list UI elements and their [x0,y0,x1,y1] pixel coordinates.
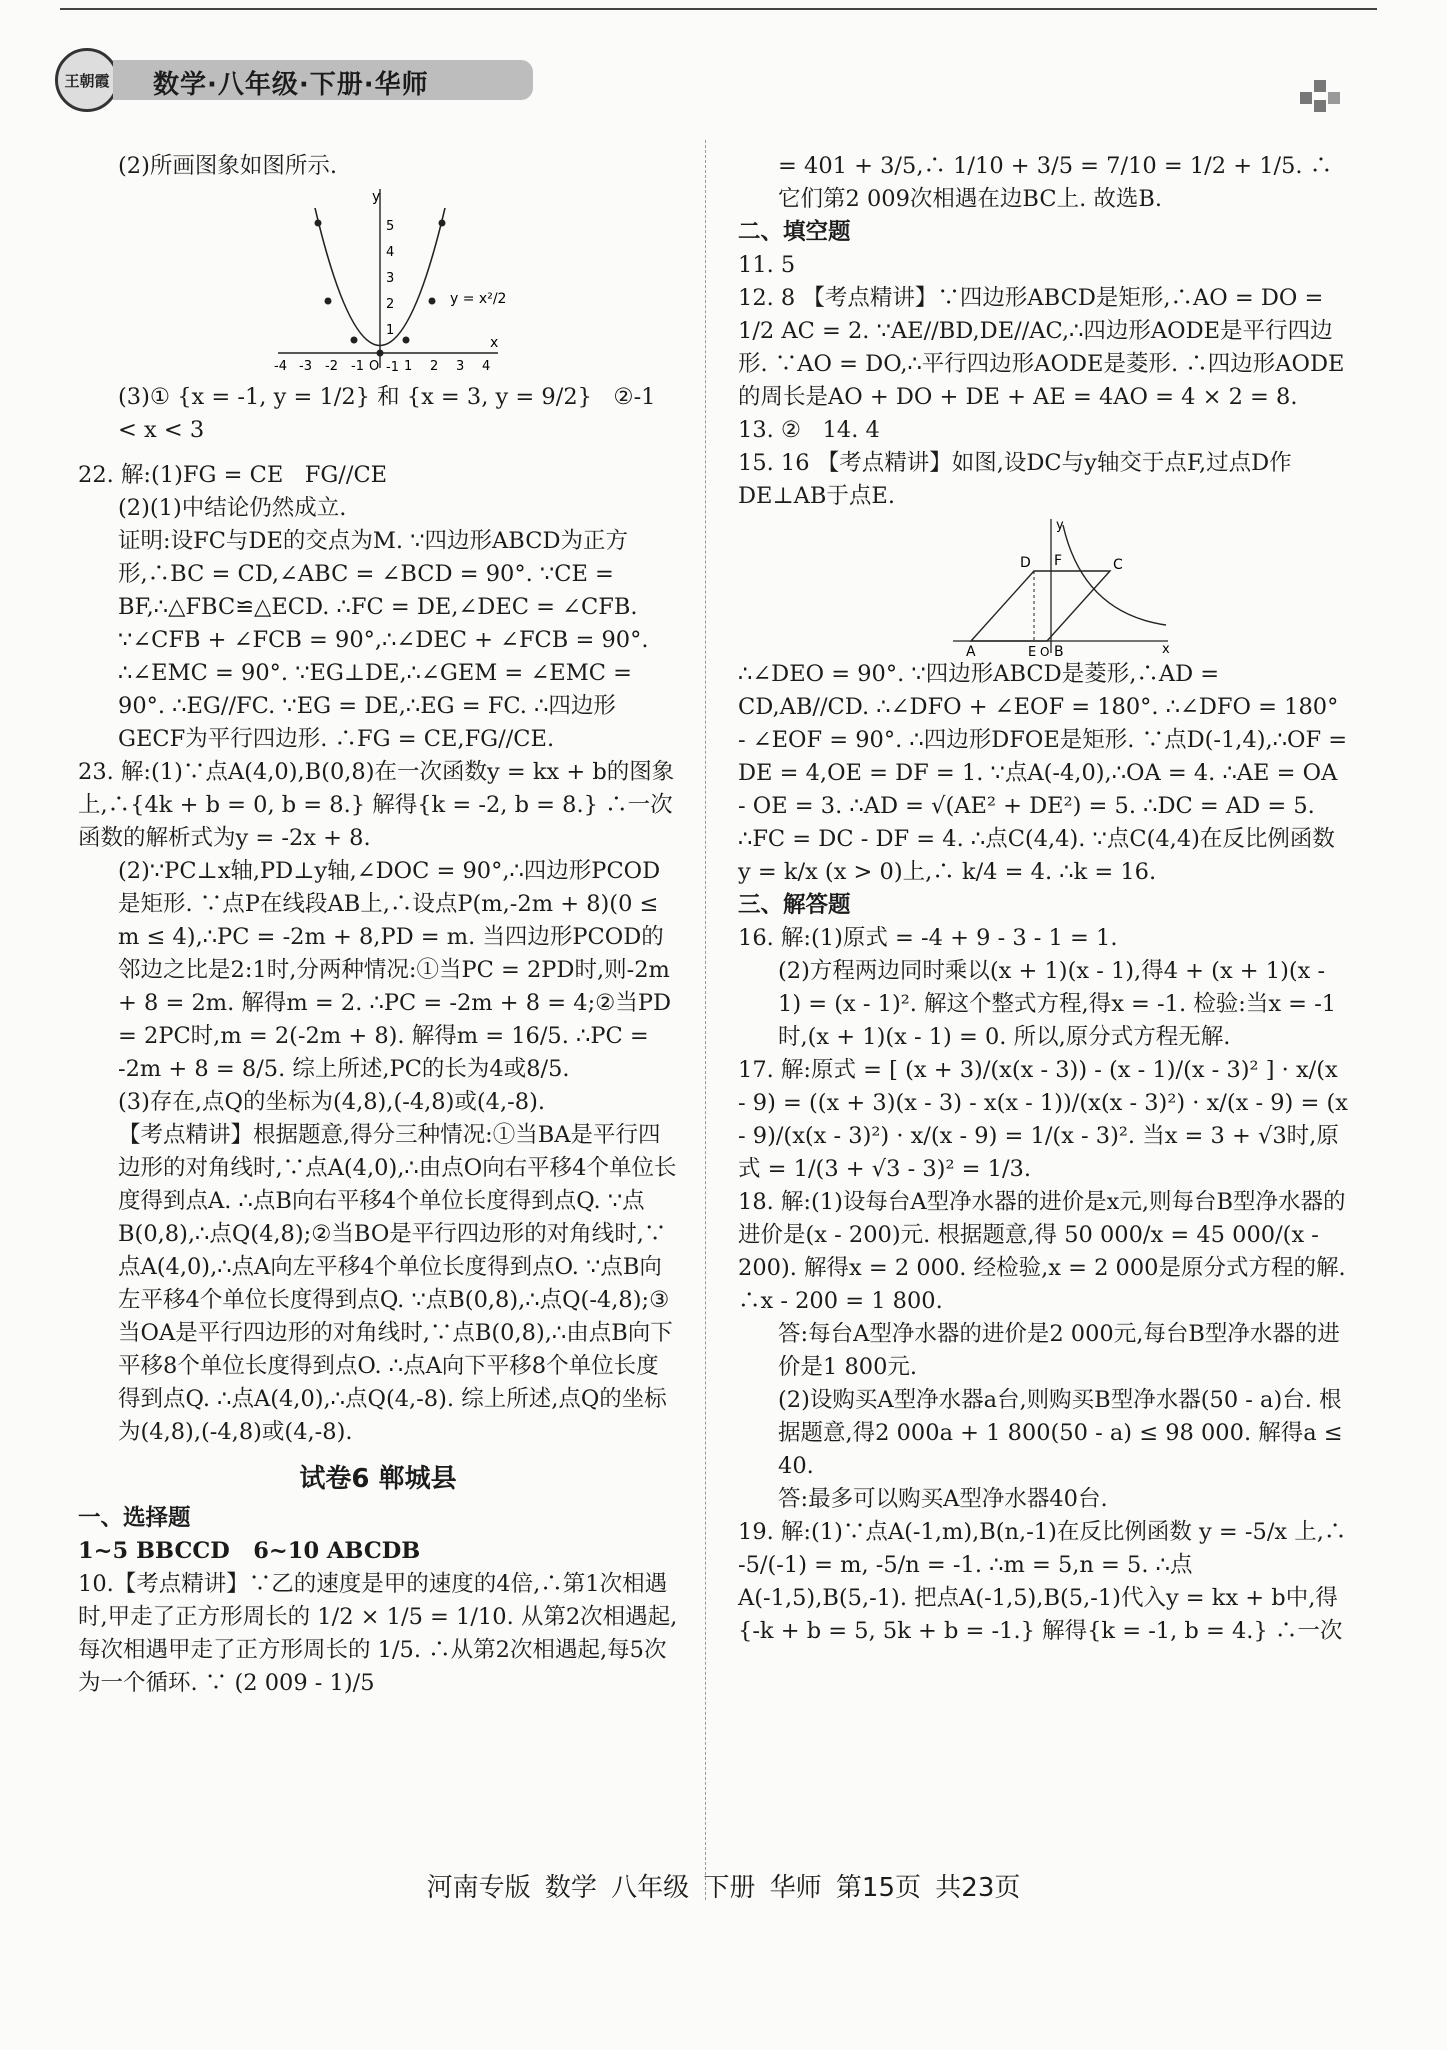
q23-line: 23. 解:(1)∵点A(4,0),B(0,8)在一次函数y = kx + b的图象上,∴{4k + b = 0, b = 8.} 解得{k = -2, b = 8.} ∴一次函数的解析式为y = -2x + 8. [78,759,675,851]
q23-part3: (3)存在,点Q的坐标为(4,8),(-4,8)或(4,-8). [118,1089,545,1115]
x-tick: 2 [430,359,439,373]
left-column [78,150,678,1700]
y-tick: 4 [386,245,395,260]
answer-16-part1: 16. 解:(1)原式 = -4 + 9 - 3 - 1 = 1. [738,925,1118,951]
rhombus-abcd [971,571,1110,641]
x-tick: 1 [404,359,413,373]
section-heading: 三、解答题 [738,892,851,918]
origin-label: O [1040,645,1050,658]
page-footer: 河南专版 数学 八年级 下册 华师 第15页 共23页 [426,1873,1021,1903]
parabola-graph [78,183,678,373]
plot-point [403,337,410,344]
corner-square [1314,100,1326,112]
curve-label: y = x²/2 [450,291,507,307]
point-d-label: D [1020,555,1031,571]
top-rule [60,8,1377,10]
plot-point [439,220,446,227]
answer-16-part2: (2)方程两边同时乘以(x + 1)(x - 1),得4 + (x + 1)(x - 1) = (x - 1)². 解这个整式方程,得x = -1. 检验:当x = -1时,(x + 1)(x - 1) = 0. 所以,原分式方程无解. [778,958,1337,1050]
y-axis-label: y [1056,518,1064,533]
answer-18-part2: (2)设购买A型净水器a台,则购买B型净水器(50 - a)台. 根据题意,得2 000a + 1 800(50 - a) ≤ 98 000. 解得a ≤ 40. [778,1387,1350,1479]
book-title: 数学·八年级·下册·华师 [153,70,429,100]
rhombus-figure [738,513,1338,658]
answer-17: 17. 解:原式 = [ (x + 3)/(x(x - 3)) - (x - 1)/(x - 3)² ] · x/(x - 9) = ((x + 3)(x - 3) - x(x - 1))/(x(x - 3)²) · x/(x - 9) = (x - 9)/(x(x - 3)²) · x/(x - 9) = 1/(x - 3)². 当x = 3 + √3时,原式 = 1/(3 + √3 - 3)² = 1/3. [738,1057,1356,1182]
corner-square [1300,92,1312,104]
x-tick: 3 [456,359,465,373]
plot-point [325,298,332,305]
answer-13-14: 13. ② 14. 4 [738,417,880,443]
x-axis-label: x [1162,642,1170,657]
answer-line: (3)① {x = -1, y = 1/2} 和 {x = 3, y = 9/2} ②-1 < x < 3 [118,384,663,443]
publisher-logo [55,48,119,112]
choice-answers: 1~5 BBCCD 6~10 ABCDB [78,1538,421,1564]
q23-part2: (2)∵PC⊥x轴,PD⊥y轴,∠DOC = 90°,∴四边形PCOD是矩形. ∵点P在线段AB上,∴设点P(m,-2m + 8)(0 ≤ m ≤ 4),∴PC = -2m + 8,PD = m. 当四边形PCOD的邻边之比是2:1时,分两种情况:①当PC = 2PD时,则-2m + 8 = 2m. 解得m = 2. ∴PC = -2m + 8 = 4;②当PD = 2PC时,m = 2(-2m + 8). 解得m = 16/5. ∴PC = -2m + 8 = 8/5. 综上所述,PC的长为4或8/5. [118,858,679,1082]
plot-point [315,220,322,227]
x-tick: -1 [351,359,364,373]
answer-11: 11. 5 [738,252,796,278]
answer-15: 15. 16 【考点精讲】如图,设DC与y轴交于点F,过点D作DE⊥AB于点E. [738,450,1292,509]
answer-18-reply: 答:每台A型净水器的进价是2 000元,每台B型净水器的进价是1 800元. [778,1321,1340,1380]
section-heading: 二、填空题 [738,219,851,245]
column-divider [705,140,706,1900]
section-heading: 一、选择题 [78,1505,191,1531]
x-tick: -4 [274,359,287,373]
corner-square [1314,80,1326,92]
q23-explain: 【考点精讲】根据题意,得分三种情况:①当BA是平行四边形的对角线时,∵点A(4,0),∴由点O向右平移4个单位长度得到点A. ∴点B向右平移4个单位长度得到点Q. ∵点B(0,8),∴点Q(4,8);②当BO是平行四边形的对角线时,∵点A(4,0),∴点A向左平移4个单位长度得到点O. ∵点B向左平移4个单位长度得到点Q. ∵点B(0,8),∴点Q(-4,8);③当OA是平行四边形的对角线时,∵点B(0,8),∴由点B向下平移8个单位长度得到点O. ∴点A向下平移8个单位长度得到点Q. ∴点A(4,0),∴点Q(4,-8). 综上所述,点Q的坐标为(4,8),(-4,8)或(4,-8). [118,1122,677,1445]
plot-point [377,350,384,357]
hyperbola-curve [1063,525,1166,625]
point-b-label: B [1054,644,1064,658]
q22-proof: 证明:设FC与DE的交点为M. ∵四边形ABCD为正方形,∴BC = CD,∠ABC = ∠BCD = 90°. ∵CE = BF,∴△FBC≌△ECD. ∴FC = DE,∠DEC = ∠CFB. ∵∠CFB + ∠FCB = 90°,∴∠DEC + ∠FCB = 90°. ∴∠EMC = 90°. ∵EG⊥DE,∴∠GEM = ∠EMC = 90°. ∴EG//FC. ∵EG = DE,∴EG = FC. ∴四边形GECF为平行四边形. ∴FG = CE,FG//CE. [118,528,656,752]
corner-square [1328,92,1340,104]
origin-label: O [369,359,380,373]
answer-15-solution: ∴∠DEO = 90°. ∵四边形ABCD是菱形,∴AD = CD,AB//CD. ∴∠DFO + ∠EOF = 180°. ∴∠DFO = 180° - ∠EOF = 90°. ∴四边形DFOE是矩形. ∵点D(-1,4),∴OF = DE = 4,OE = DF = 1. ∵点A(-4,0),∴OA = 4. ∴AE = OA - OE = 3. ∴AD = √(AE² + DE²) = 5. ∴DC = AD = 5. ∴FC = DC - DF = 4. ∴点C(4,4). ∵点C(4,4)在反比例函数 y = k/x (x > 0)上,∴ k/4 = 4. ∴k = 16. [738,661,1355,885]
plot-point [429,298,436,305]
point-f-label: F [1054,553,1063,569]
y-tick: 3 [386,271,395,286]
y-tick: 2 [386,297,395,312]
plot-point [351,337,358,344]
x-tick: -3 [299,359,312,373]
x-tick: 4 [482,359,491,373]
answer-19: 19. 解:(1)∵点A(-1,m),B(n,-1)在反比例函数 y = -5/x 上,∴ -5/(-1) = m, -5/n = -1. ∴m = 5,n = 5. ∴点A(-1,5),B(5,-1). 把点A(-1,5),B(5,-1)代入y = kx + b中,得{-k + b = 5, 5k + b = -1.} 解得{k = -1, b = 4.} ∴一次 [738,1519,1354,1644]
answer-line: (2)所画图象如图所示. [118,153,338,179]
point-a-label: A [966,644,976,658]
answer-12: 12. 8 【考点精讲】∵四边形ABCD是矩形,∴AO = DO = 1/2 AC = 2. ∵AE//BD,DE//AC,∴四边形AODE是平行四边形. ∵AO = DO,∴平行四边形AODE是菱形. ∴四边形AODE的周长是AO + DO + DE + AE = 4AO = 4 × 2 = 8. [738,285,1345,410]
q10-continued: = 401 + 3/5,∴ 1/10 + 3/5 = 7/10 = 1/2 + 1/5. ∴它们第2 009次相遇在边BC上. 故选B. [778,153,1333,212]
x-axis-label: x [490,335,499,351]
q22-line: (2)(1)中结论仍然成立. [118,495,347,521]
point-c-label: C [1113,557,1123,573]
logo-text: 王朝霞 [64,71,110,90]
answer-18-reply: 答:最多可以购买A型净水器40台. [778,1486,1108,1512]
q10-explain: 10.【考点精讲】∵乙的速度是甲的速度的4倍,∴第1次相遇时,甲走了正方形周长的 1/2 × 1/5 = 1/10. 从第2次相遇起,每次相遇甲走了正方形周长的 1/5. ∴从第2次相遇起,每5次为一个循环. ∵ (2 009 - 1)/5 [78,1571,678,1696]
x-tick: -2 [325,359,338,373]
y-axis-label: y [372,189,381,205]
paper-title: 试卷6 郸城县 [299,1464,457,1494]
right-column [738,150,1356,1648]
y-tick: 5 [386,219,395,234]
y-tick: 1 [386,323,395,338]
point-e-label: E [1028,645,1037,658]
q22-line: 22. 解:(1)FG = CE FG//CE [78,462,388,488]
y-tick: -1 [386,360,399,373]
answer-18-part1: 18. 解:(1)设每台A型净水器的进价是x元,则每台B型净水器的进价是(x - 200)元. 根据题意,得 50 000/x = 45 000/(x - 200). 解得x = 2 000. 经检验,x = 2 000是原分式方程的解. ∴x - 200 = 1 800. [738,1189,1353,1314]
